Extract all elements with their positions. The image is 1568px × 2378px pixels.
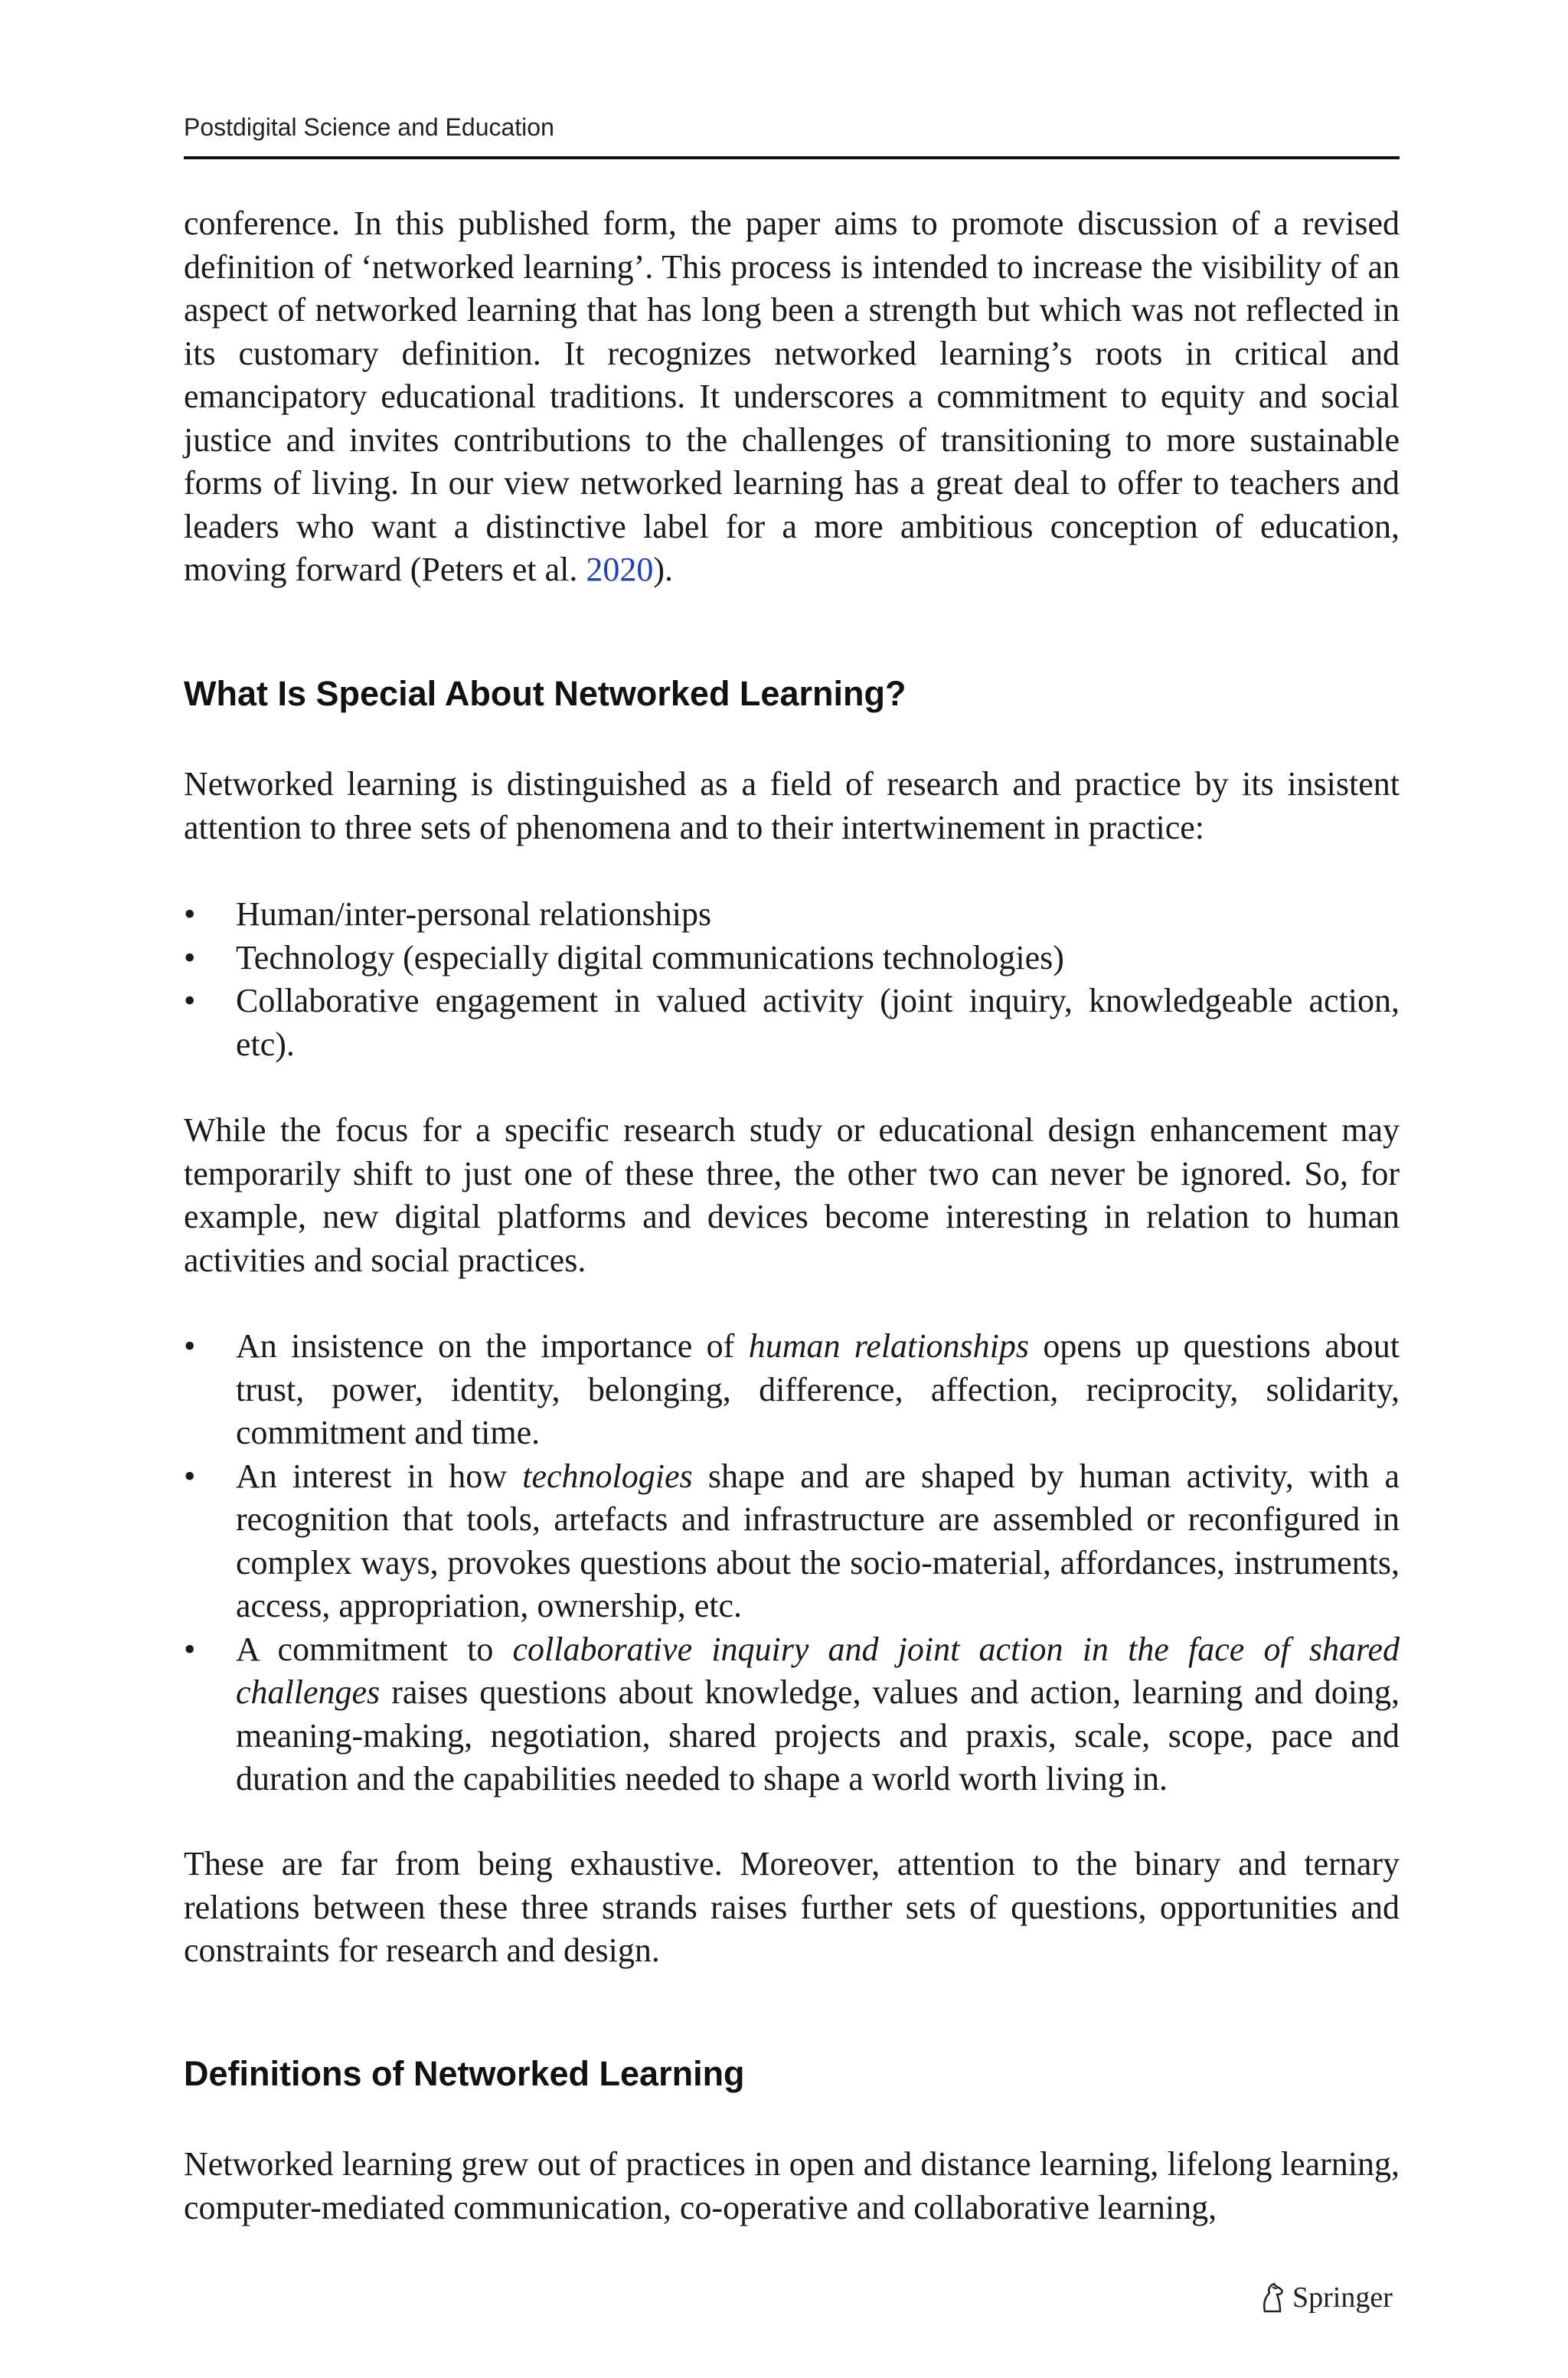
emphasis-text: collaborative inquiry and joint action in the face of shared challenges bbox=[236, 1630, 1400, 1711]
emphasis-text: human relationships bbox=[748, 1327, 1029, 1365]
paragraph-exhaustive: These are far from being exhaustive. Moreover, attention to the binary and ternary relations between these three strands raises further sets of questions, opportunities and constraints for research and design. bbox=[184, 1845, 1400, 1969]
bullet-icon: • bbox=[184, 982, 196, 1019]
emphasis-text: technologies bbox=[522, 1457, 693, 1495]
bullet-icon: • bbox=[184, 1457, 196, 1495]
paragraph-intro-text: conference. In this published form, the paper aims to promote discussion of a revised definition of ‘networked learning’. This process is intended to increase the visibility of an aspect of networked learning that has long been a strength but which was not reflected in its customary definition. It recognizes networked learning’s roots in critical and emancipatory educational traditions. It underscores a commitment to equity and social justice and invites contributions to the challenges of transitioning to more sustainable forms of living. In our view networked learning has a great deal to offer to teachers and leaders who want a distinctive label for a more ambitious conception of education, moving forward (Peters et al. bbox=[184, 204, 1400, 588]
publisher-name: Springer bbox=[1292, 2282, 1393, 2314]
paragraph-special-intro: Networked learning is distinguished as a field of research and practice by its insistent attention to three sets of phenomena and to their intertwinement in practice: bbox=[184, 765, 1400, 846]
bullet-icon: • bbox=[184, 1630, 196, 1668]
list-item-text: raises questions about knowledge, values and action, learning and doing, meaning-making, negotiation, shared projects and praxis, scale, scope, pace and duration and the capabilities needed to shape a world worth living in. bbox=[236, 1673, 1400, 1797]
bullet-icon: • bbox=[184, 938, 196, 976]
list-item-text: Collaborative engagement in valued activity (joint inquiry, knowledgeable action, etc). bbox=[236, 982, 1400, 1063]
paragraph-focus: While the focus for a specific research study or educational design enhancement may temporarily shift to just one of these three, the other two can never be ignored. So, for example, new digital platforms and devices become interesting in relation to human activities and social practices. bbox=[184, 1111, 1400, 1279]
list-item bbox=[184, 1325, 1400, 1455]
list-item-text: Human/inter-personal relationships bbox=[236, 895, 712, 933]
list-item-text: opens up questions about trust, power, identity, belonging, difference, affection, reciprocity, solidarity, commitment and time. bbox=[236, 1327, 1400, 1451]
bullet-icon: • bbox=[184, 1327, 196, 1365]
questions-list bbox=[184, 1325, 1400, 1801]
list-item bbox=[184, 980, 1400, 1066]
section-heading-definitions: Definitions of Networked Learning bbox=[184, 2054, 745, 2093]
header-rule bbox=[184, 156, 1400, 159]
section-heading-special: What Is Special About Networked Learning? bbox=[184, 674, 906, 713]
phenomena-list bbox=[184, 893, 1400, 1066]
list-item-text: An insistence on the importance of bbox=[236, 1327, 749, 1365]
paragraph-intro bbox=[184, 202, 1400, 592]
citation-link[interactable]: 2020 bbox=[586, 551, 654, 588]
list-item bbox=[184, 1628, 1400, 1801]
bullet-icon: • bbox=[184, 895, 196, 933]
list-item-text: Technology (especially digital communications technologies) bbox=[236, 938, 1064, 976]
list-item-text: A commitment to bbox=[236, 1630, 513, 1668]
paragraph-intro-end: ). bbox=[653, 551, 674, 588]
list-item-text: shape and are shaped by human activity, with a recognition that tools, artefacts and infrastructure are assembled or reconfigured in complex ways, provokes questions about the socio-material, affordances, instruments, access, appropriation, ownership, etc. bbox=[236, 1457, 1400, 1624]
list-item bbox=[184, 893, 1400, 937]
springer-horse-icon bbox=[1257, 2281, 1288, 2314]
paragraph-definitions: Networked learning grew out of practices in open and distance learning, lifelong learning, computer-mediated communication, co-operative and collaborative learning, bbox=[184, 2145, 1400, 2226]
running-header: Postdigital Science and Education bbox=[184, 113, 554, 141]
list-item bbox=[184, 937, 1400, 980]
publisher-logo bbox=[1257, 2281, 1393, 2314]
list-item-text: An interest in how bbox=[236, 1457, 523, 1495]
list-item bbox=[184, 1455, 1400, 1628]
